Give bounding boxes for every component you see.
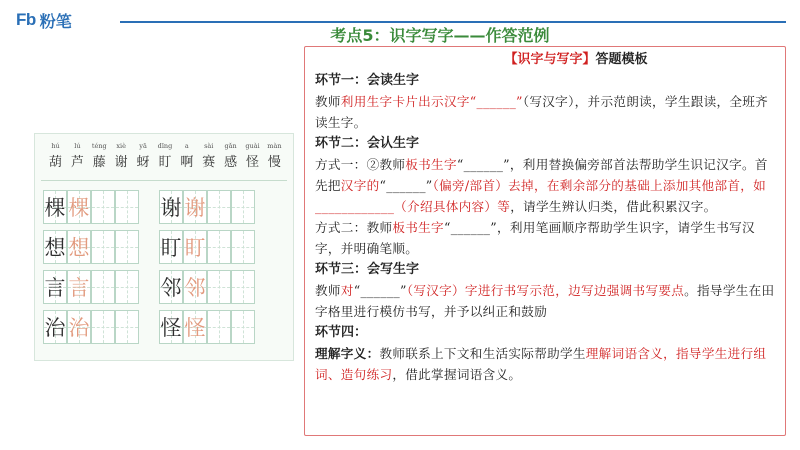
vocab-character: 蚜 xyxy=(136,155,150,170)
model-character-cell xyxy=(43,230,67,264)
model-character-cell xyxy=(159,270,183,304)
trace-character-cell xyxy=(67,230,91,264)
trace-character-cell xyxy=(67,310,91,344)
pinyin-label: téng xyxy=(91,142,107,150)
pinyin-label: xiè xyxy=(116,142,126,150)
model-character-cell xyxy=(159,230,183,264)
grid-row xyxy=(43,270,289,304)
grid-row xyxy=(43,310,289,344)
section-heading: 环节二：会认生字 xyxy=(315,136,420,151)
highlighted-text: （偏旁/部首）去掉，在剩余部分的基础上添加其他部首，如 ____________（介绍具体内容）等 xyxy=(315,178,767,214)
empty-practice-cell xyxy=(231,190,255,224)
highlighted-text: 汉字的 xyxy=(340,178,380,193)
empty-practice-cell xyxy=(207,270,231,304)
trace-character-cell xyxy=(67,190,91,224)
empty-practice-cell xyxy=(207,190,231,224)
template-title-bracket: 【识字与写字】 xyxy=(504,52,596,67)
vocab-character: 赛 xyxy=(202,155,216,170)
template-section xyxy=(315,70,777,133)
pinyin-label: dīng xyxy=(157,142,173,150)
body-text: 理解字义： xyxy=(315,346,380,361)
highlighted-text: 利用生字卡片出示汉字“______” xyxy=(340,94,523,109)
body-text: ，借此掌握词语含义。 xyxy=(392,367,522,382)
pinyin-label: sài xyxy=(204,142,214,150)
answer-template-box xyxy=(304,46,786,436)
body-text: 教师 xyxy=(315,283,341,298)
grid-gap xyxy=(139,270,159,304)
template-sections xyxy=(315,70,777,385)
writing-grid xyxy=(43,190,289,350)
model-character: 邻 xyxy=(160,276,182,300)
section-heading: 环节四： xyxy=(315,325,368,340)
pinyin-label: lú xyxy=(74,142,81,150)
body-text: “______” xyxy=(379,178,433,193)
grid-row xyxy=(43,190,289,224)
grid-gap xyxy=(139,310,159,344)
trace-character: 邻 xyxy=(184,276,206,300)
model-character: 言 xyxy=(44,276,66,300)
grid-gap xyxy=(139,230,159,264)
template-section xyxy=(315,259,777,322)
section-paragraph xyxy=(315,343,777,385)
highlighted-text: 板书生字 xyxy=(392,220,444,235)
model-character: 盯 xyxy=(160,236,182,260)
trace-character-cell xyxy=(67,270,91,304)
section-paragraph xyxy=(315,280,777,322)
trace-character: 言 xyxy=(68,276,90,300)
vocab-row xyxy=(45,151,285,170)
vocab-character: 芦 xyxy=(70,155,84,170)
logo-mark: Fb xyxy=(16,10,36,29)
page-title: 考点5：识字写字——作答范例 xyxy=(330,26,550,45)
vocab-divider xyxy=(41,180,287,181)
pinyin-label: guài xyxy=(245,142,260,150)
template-section xyxy=(315,322,777,385)
model-character: 棵 xyxy=(44,196,66,220)
body-text: 教师联系上下文和生活实际帮助学生 xyxy=(379,346,586,361)
empty-practice-cell xyxy=(231,310,255,344)
pinyin-label: yā xyxy=(139,142,147,150)
body-text: 。指导学生在田字格里进行模仿书写，并予以纠正和鼓励 xyxy=(315,283,775,319)
model-character: 治 xyxy=(44,316,66,340)
body-text: ，请学生辨认归类，借此积累汉字。 xyxy=(510,199,717,214)
section-heading: 环节三：会写生字 xyxy=(315,262,420,277)
pinyin-label: màn xyxy=(267,142,282,150)
grid-row xyxy=(43,230,289,264)
body-text: “______”，利用替换偏旁部首法帮助学生识记汉字。首先把 xyxy=(315,157,768,193)
section-heading: 环节一：会读生字 xyxy=(315,73,420,88)
empty-practice-cell xyxy=(115,310,139,344)
section-paragraph xyxy=(315,217,777,259)
vocab-character: 葫 xyxy=(48,155,62,170)
model-character: 谢 xyxy=(160,196,182,220)
trace-character-cell xyxy=(183,310,207,344)
empty-practice-cell xyxy=(91,270,115,304)
empty-practice-cell xyxy=(231,270,255,304)
pinyin-row xyxy=(45,142,285,150)
empty-practice-cell xyxy=(231,230,255,264)
model-character: 怪 xyxy=(160,316,182,340)
empty-practice-cell xyxy=(207,310,231,344)
empty-practice-cell xyxy=(115,230,139,264)
pinyin-label: a xyxy=(184,142,189,150)
empty-practice-cell xyxy=(91,310,115,344)
trace-character-cell xyxy=(183,190,207,224)
highlighted-text: （写汉字）字进行书写示范，边写边强调书写要点 xyxy=(406,283,685,298)
trace-character: 盯 xyxy=(184,236,206,260)
trace-character: 谢 xyxy=(184,196,206,220)
vocab-character: 盯 xyxy=(158,155,172,170)
body-text: “______” xyxy=(353,283,407,298)
model-character-cell xyxy=(43,310,67,344)
body-text: 方式一：②教师 xyxy=(315,157,406,172)
logo-text: 粉笔 xyxy=(39,11,72,31)
body-text: 方式二：教师 xyxy=(315,220,393,235)
highlighted-text: 对 xyxy=(340,283,354,298)
empty-practice-cell xyxy=(91,230,115,264)
vocab-character: 感 xyxy=(224,155,238,170)
grid-gap xyxy=(139,190,159,224)
trace-character-cell xyxy=(183,230,207,264)
trace-character: 怪 xyxy=(184,316,206,340)
vocab-character: 慢 xyxy=(267,155,281,170)
body-text: “______”，利用笔画顺序帮助学生识字，请学生书写汉字，并明确笔顺。 xyxy=(315,220,755,256)
section-paragraph xyxy=(315,91,777,133)
vocab-character: 啊 xyxy=(180,155,194,170)
body-text: （写汉字），并示范朗读，学生跟读，全班齐读生字。 xyxy=(315,94,769,130)
trace-character: 棵 xyxy=(68,196,90,220)
model-character-cell xyxy=(159,190,183,224)
pinyin-label: hú xyxy=(51,142,60,150)
template-title-text: 答题模板 xyxy=(595,52,648,67)
body-text: 教师 xyxy=(315,94,341,109)
empty-practice-cell xyxy=(91,190,115,224)
highlighted-text: 板书生字 xyxy=(405,157,457,172)
empty-practice-cell xyxy=(115,190,139,224)
vocab-character: 谢 xyxy=(114,155,128,170)
empty-practice-cell xyxy=(115,270,139,304)
model-character-cell xyxy=(43,270,67,304)
trace-character: 想 xyxy=(68,236,90,260)
pinyin-label: gǎn xyxy=(224,142,237,150)
vocab-character: 怪 xyxy=(246,155,260,170)
empty-practice-cell xyxy=(207,230,231,264)
trace-character-cell xyxy=(183,270,207,304)
highlighted-text: 理解词语含义，指导学生进行组词、造句练习 xyxy=(315,346,767,382)
model-character-cell xyxy=(159,310,183,344)
vocab-character: 藤 xyxy=(92,155,106,170)
textbook-image xyxy=(34,133,294,361)
model-character: 想 xyxy=(44,236,66,260)
section-paragraph xyxy=(315,154,777,217)
template-title xyxy=(315,51,777,69)
trace-character: 治 xyxy=(68,316,90,340)
model-character-cell xyxy=(43,190,67,224)
template-section xyxy=(315,133,777,259)
